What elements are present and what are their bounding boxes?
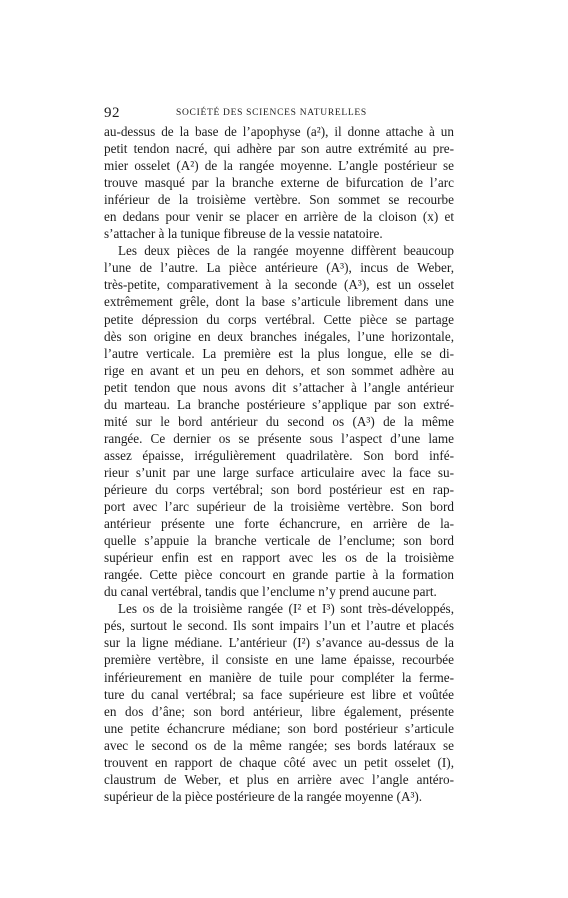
text-line: mité sur le bord antérieur du second os (A³) de la même bbox=[104, 413, 454, 429]
text-line: pés, surtout le second. Ils sont impairs l’un et l’autre et placés bbox=[104, 618, 454, 634]
text-line: ture du canal vertébral; sa face supérieure est libre et voûtée bbox=[104, 686, 454, 702]
text-line: s’attacher à la tunique fibreuse de la vessie natatoire. bbox=[104, 226, 383, 242]
page-number: 92 bbox=[104, 105, 120, 121]
text-line: trouve masqué par la branche externe de bifurcation de l’arc bbox=[104, 175, 454, 191]
text-line: petit tendon que nous avons dit s’attacher à l’angle antérieur bbox=[104, 379, 454, 395]
text-line: l’autre verticale. La première est la plus longue, elle se di- bbox=[104, 345, 454, 361]
text-line: rige en avant et un peu en dehors, et son sommet adhère au bbox=[104, 362, 454, 378]
text-line: très-petite, comparativement à la seconde (A³), est un osselet bbox=[104, 277, 454, 293]
text-line: petite dépression du corps vertébral. Cette pièce se partage bbox=[104, 311, 454, 327]
text-line: sur la ligne médiane. L’antérieur (I²) s’avance au-dessus de la bbox=[104, 635, 454, 651]
text-line: dès son origine en deux branches inégales, l’une horizontale, bbox=[104, 328, 454, 344]
text-line: Les deux pièces de la rangée moyenne diffèrent beaucoup bbox=[118, 243, 454, 259]
text-line: du marteau. La branche postérieure s’applique par son extré- bbox=[104, 396, 454, 412]
text-line: inférieurement en manière de tuile pour compléter la ferme- bbox=[104, 669, 454, 685]
text-line: mier osselet (A²) de la rangée moyenne. L’angle postérieur se bbox=[104, 158, 454, 174]
book-page bbox=[104, 103, 454, 805]
text-line: du canal vertébral, tandis que l’enclume n’y prend aucune part. bbox=[104, 584, 437, 600]
text-line: trouvent en rapport de chaque côté avec un petit osselet (I), bbox=[104, 754, 454, 770]
text-line: port avec l’arc supérieur de la troisième vertèbre. Son bord bbox=[104, 499, 454, 515]
text-line: assez épaisse, irrégulièrement quadrilatère. Son bord infé- bbox=[104, 447, 454, 463]
text-line: inférieur de la troisième vertèbre. Son sommet se recourbe bbox=[104, 192, 454, 208]
text-line: extrêmement grêle, dont la base s’articule librement dans une bbox=[104, 294, 454, 310]
text-line: première vertèbre, il consiste en une lame épaisse, recourbée bbox=[104, 652, 454, 668]
text-line: antérieur présente une forte échancrure, en arrière de la- bbox=[104, 516, 454, 532]
text-line: Les os de la troisième rangée (I² et I³) sont très-développés, bbox=[118, 601, 454, 617]
text-line: rieur s’unit par une large surface articulaire avec la face su- bbox=[104, 464, 454, 480]
text-line: en dedans pour venir se placer en arrière de la cloison (x) et bbox=[104, 209, 454, 225]
text-line: quelle s’appuie la branche verticale de l’enclume; son bord bbox=[104, 533, 454, 549]
text-line: petit tendon nacré, qui adhère par son autre extrémité au pre- bbox=[104, 141, 454, 157]
text-line: supérieur de la pièce postérieure de la rangée moyenne (A³). bbox=[104, 788, 423, 804]
text-line: une petite échancrure médiane; son bord postérieur s’articule bbox=[104, 720, 454, 736]
text-line: supérieur enfin est en rapport avec les os de la troisième bbox=[104, 550, 454, 566]
text-line: périeure du corps vertébral; son bord postérieur est en rap- bbox=[104, 481, 454, 497]
running-head: SOCIÉTÉ DES SCIENCES NATURELLES bbox=[176, 108, 367, 118]
text-line: au-dessus de la base de l’apophyse (a²), il donne attache à un bbox=[104, 124, 454, 139]
body-text bbox=[104, 123, 454, 805]
text-line: claustrum de Weber, et plus en arrière avec l’angle antéro- bbox=[104, 771, 454, 787]
text-line: l’une de l’autre. La pièce antérieure (A³), incus de Weber, bbox=[104, 260, 454, 276]
page-header bbox=[104, 103, 454, 123]
text-line: avec le second os de la même rangée; ses bords latéraux se bbox=[104, 737, 454, 753]
text-line: rangée. Cette pièce concourt en grande partie à la formation bbox=[104, 567, 454, 583]
text-line: rangée. Ce dernier os se présente sous l’aspect d’une lame bbox=[104, 430, 454, 446]
text-line: en dos d’âne; son bord antérieur, libre également, présente bbox=[104, 703, 454, 719]
